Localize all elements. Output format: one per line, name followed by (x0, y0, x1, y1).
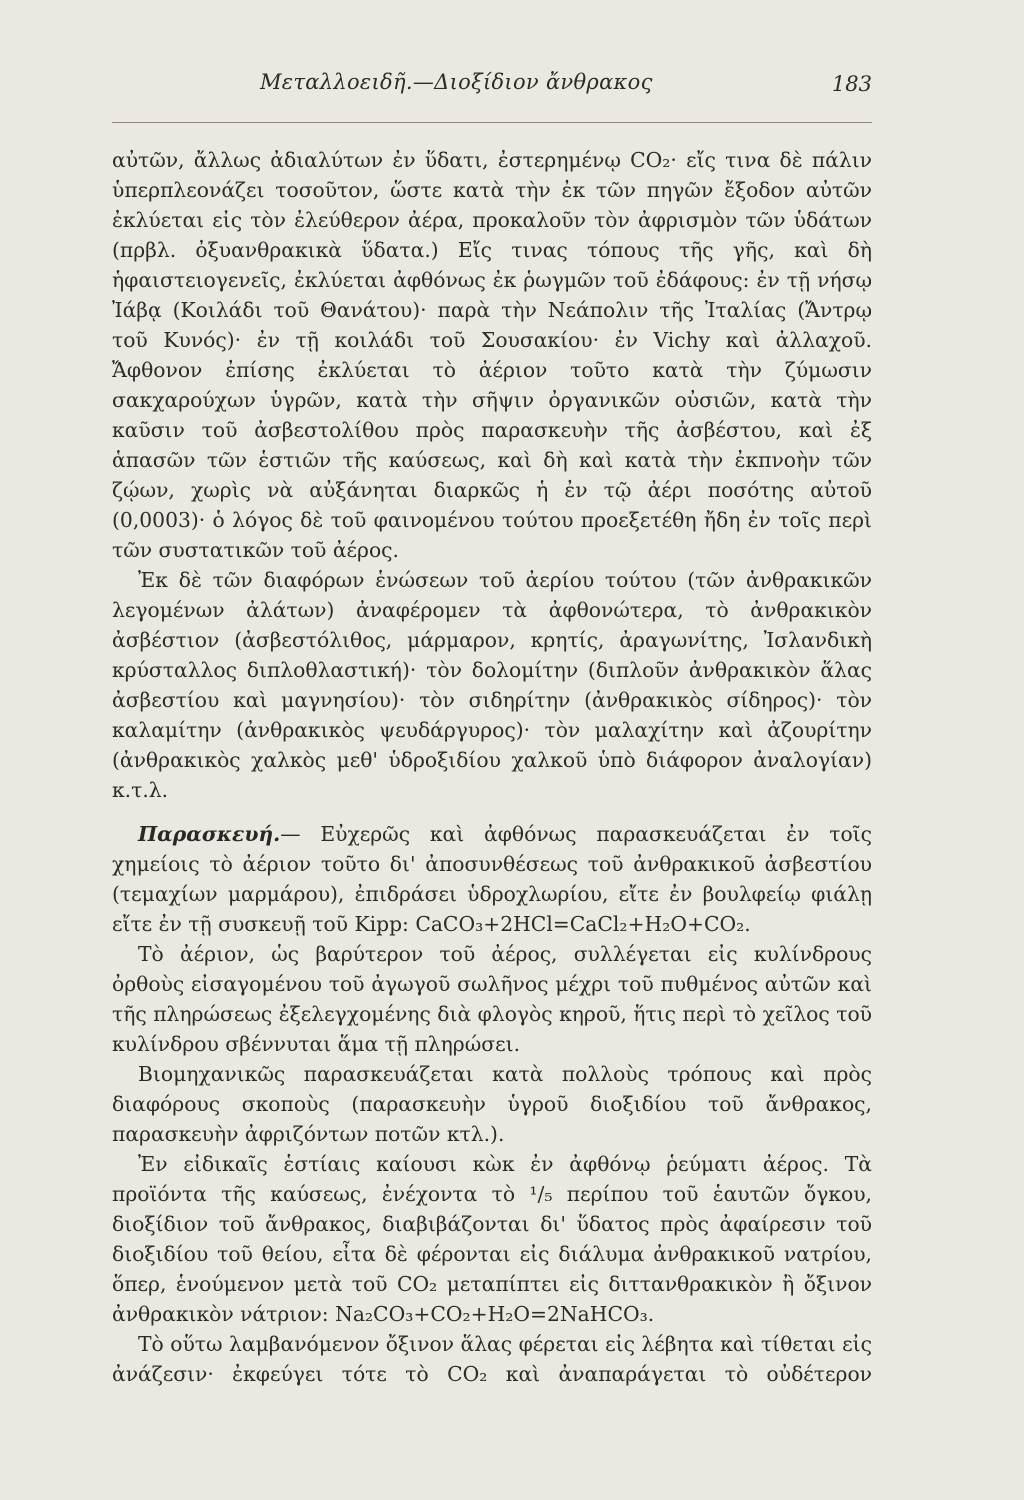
page-body (112, 145, 872, 1389)
paragraph-text: Ἐν εἰδικαῖς ἑστίαις καίουσι κὼκ ἐν ἀφθόνῳ ῥεύματι ἀέρος. Τὰ προϊόντα τῆς καύσεως, ἐνέχοντα τὸ ¹/₅ περίπου τοῦ ἑαυτῶν ὄγκου, διοξίδιον τοῦ ἄνθρακος, διαβιβάζονται δι' ὕδατος πρὸς ἀφαίρεσιν τοῦ διοξιδίου τοῦ θείου, εἶτα δὲ φέρονται εἰς διάλυμα ἀνθρακικοῦ νατρίου, ὅπερ, ἑνούμενον μετὰ τοῦ CO₂ μεταπίπτει εἰς διττανθρακικὸν ἢ ὄξινον ἀνθρακικὸν νάτριον: Na₂CO₃+CO₂+H₂O=2NaHCO₃. (112, 1152, 872, 1326)
paragraph-bicarbonate (112, 1329, 872, 1389)
running-head: Μεταλλοειδῆ.—Διοξίδιον ἄνθρακος (260, 70, 653, 94)
section-heading: Παρασκευή. (138, 822, 281, 846)
paragraph-occurrence (112, 145, 872, 565)
paragraph-text: Ἐκ δὲ τῶν διαφόρων ἑνώσεων τοῦ ἀερίου τούτου (τῶν ἀνθρακικῶν λεγομένων ἀλάτων) ἀναφέρομεν τὰ ἀφθονώτερα, τὸ ἀνθρακικὸν ἀσβέστιον (ἀσβεστόλιθος, μάρμαρον, κρητίς, ἀραγωνίτης, Ἰσλανδικὴ κρύσταλλος διπλοθλαστική)· τὸν δολομίτην (διπλοῦν ἀνθρακικὸν ἅλας ἀσβεστίου καὶ μαγνησίου)· τὸν σιδηρίτην (ἀνθρακικὸς σίδηρος)· τὸν καλαμίτην (ἀνθρακικὸς ψευδάργυρος)· τὸν μαλαχίτην καὶ ἀζουρίτην (ἀνθρακικὸς χαλκὸς μεθ' ὑδροξιδίου χαλκοῦ ὑπὸ διάφορον ἀναλογίαν) κ.τ.λ. (112, 568, 872, 802)
paragraph-text: — Εὐχερῶς καὶ ἀφθόνως παρασκευάζεται ἐν τοῖς χημείοις τὸ ἀέριον τοῦτο δι' ἀποσυνθέσεως τοῦ ἀνθρακικοῦ ἀσβεστίου (τεμαχίων μαρμάρου), ἐπιδράσει ὑδροχλωρίου, εἴτε ἐν βουλφείῳ φιάλῃ εἴτε ἐν τῇ συσκευῇ τοῦ Kipp: CaCO₃+2HCl=CaCl₂+H₂O+CO₂. (112, 822, 872, 936)
paragraph-text: αὐτῶν, ἄλλως ἀδιαλύτων ἐν ὕδατι, ἐστερημένῳ CO₂· εἴς τινα δὲ πάλιν ὑπερπλεονάζει τοσοῦτον, ὥστε κατὰ τὴν ἐκ τῶν πηγῶν ἔξοδον αὐτῶν ἐκλύεται εἰς τὸν ἐλεύθερον ἀέρα, προκαλοῦν τὸν ἀφρισμὸν τῶν ὑδάτων (πρβλ. ὀξυανθρακικὰ ὕδατα.) Εἴς τινας τόπους τῆς γῆς, καὶ δὴ ἡφαιστειογενεῖς, ἐκλύεται ἀφθόνως ἐκ ῥωγμῶν τοῦ ἐδάφους: ἐν τῇ νήσῳ Ἰάβᾳ (Κοιλάδι τοῦ Θανάτου)· παρὰ τὴν Νεάπολιν τῆς Ἰταλίας (Ἄντρῳ τοῦ Κυνός)· ἐν τῇ κοιλάδι τοῦ Σουσακίου· ἐν Vichy καὶ ἀλλαχοῦ. Ἄφθονον ἐπίσης ἐκλύεται τὸ ἀέριον τοῦτο κατὰ τὴν ζύμωσιν σακχαρούχων ὑγρῶν, κατὰ τὴν σῆψιν ὀργανικῶν οὐσιῶν, κατὰ τὴν καῦσιν τοῦ ἀσβεστολίθου πρὸς παρασκευὴν τῆς ἀσβέστου, καὶ ἐξ ἁπασῶν τῶν ἑστιῶν τῆς καύσεως, καὶ δὴ καὶ κατὰ τὴν ἐκπνοὴν τῶν ζῴων, χωρὶς νὰ αὐξάνηται διαρκῶς ἡ ἐν τῷ ἀέρι ποσότης αὐτοῦ (0,0003)· ὁ λόγος δὲ τοῦ φαινομένου τούτου προεξετέθη ἤδη ἐν τοῖς περὶ τῶν συστατικῶν τοῦ ἀέρος. (112, 148, 872, 562)
paragraph-collection (112, 939, 872, 1059)
paragraph-industrial (112, 1059, 872, 1149)
page-number: 183 (831, 72, 872, 96)
paragraph-text: Τὸ ἀέριον, ὡς βαρύτερον τοῦ ἀέρος, συλλέγεται εἰς κυλίνδρους ὀρθοὺς εἰσαγομένου τοῦ ἀγωγοῦ σωλῆνος μέχρι τοῦ πυθμένος αὐτῶν καὶ τῆς πληρώσεως ἐξελεγχομένης διὰ φλογὸς κηροῦ, ἥτις περὶ τὸ χεῖλος τοῦ κυλίνδρου σβέννυται ἅμα τῇ πληρώσει. (112, 942, 872, 1056)
page-header (112, 70, 872, 123)
paragraph-text: Τὸ οὕτω λαμβανόμενον ὄξινον ἅλας φέρεται εἰς λέβητα καὶ τίθεται εἰς ἀνάζεσιν· ἐκφεύγει τότε τὸ CO₂ καὶ ἀναπαράγεται τὸ οὐδέτερον (112, 1332, 872, 1386)
paragraph-preparation (112, 819, 872, 939)
paragraph-carbonate-compounds (112, 565, 872, 805)
paragraph-furnaces (112, 1149, 872, 1329)
paragraph-text: Βιομηχανικῶς παρασκευάζεται κατὰ πολλοὺς τρόπους καὶ πρὸς διαφόρους σκοποὺς (παρασκευὴν ὑγροῦ διοξιδίου τοῦ ἄνθρακος, παρασκευὴν ἀφριζόντων ποτῶν κτλ.). (112, 1062, 872, 1146)
